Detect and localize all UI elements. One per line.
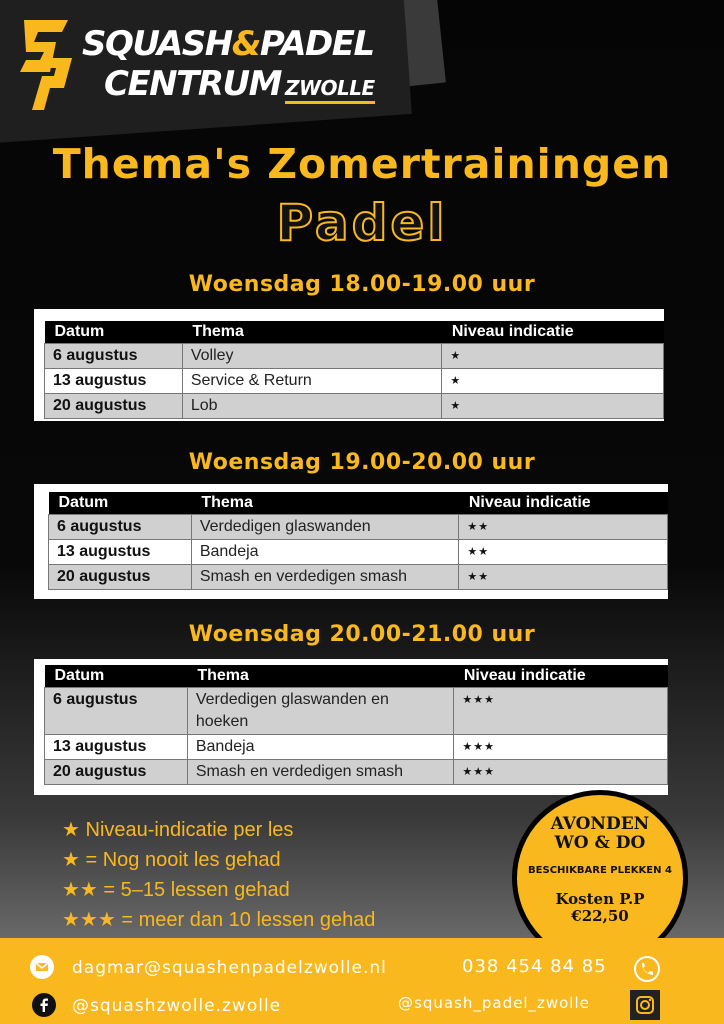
column-header: Datum — [49, 492, 192, 515]
star-icon: ★ — [62, 819, 80, 841]
phone-icon — [634, 956, 660, 982]
session-3-table — [44, 665, 668, 785]
date-cell: 13 augustus — [49, 540, 192, 565]
column-header: Niveau indicatie — [459, 492, 668, 515]
table-row — [49, 540, 668, 565]
level-cell: ★★ — [459, 515, 668, 540]
table-row — [45, 735, 668, 760]
column-header: Niveau indicatie — [454, 665, 668, 688]
badge-cost — [517, 891, 683, 925]
table-row — [45, 760, 668, 785]
session-1-table — [44, 321, 664, 419]
level-cell: ★★★ — [454, 735, 668, 760]
session-2-heading: Woensdag 19.00-20.00 uur — [188, 450, 536, 475]
instagram-icon — [630, 990, 660, 1020]
table-row — [45, 688, 668, 735]
logo-title-line1: SQUASH&PADEL — [82, 24, 374, 64]
logo-title-line2: CENTRUM ZWOLLE — [104, 64, 375, 104]
level-cell: ★★ — [459, 565, 668, 590]
date-cell: 20 augustus — [49, 565, 192, 590]
theme-cell — [187, 688, 454, 735]
brand-logo — [16, 14, 375, 124]
contact-footer — [0, 938, 724, 1024]
mail-icon — [30, 955, 54, 979]
session-2-table — [48, 492, 668, 590]
table-header-row — [45, 321, 664, 344]
legend-item-text: = meer dan 10 lessen gehad — [121, 909, 376, 931]
legend-item-text: = Nog nooit les gehad — [85, 849, 281, 871]
star-icon: ★★★ — [62, 909, 116, 931]
date-cell: 6 augustus — [45, 688, 188, 735]
column-header: Datum — [45, 665, 188, 688]
theme-line: hoeken — [195, 713, 249, 730]
level-legend — [62, 815, 375, 935]
table-row — [49, 565, 668, 590]
date-cell: 20 augustus — [45, 760, 188, 785]
table-row — [45, 369, 664, 394]
table-row — [49, 515, 668, 540]
badge-cost-value: €22,50 — [571, 907, 629, 925]
session-3-heading: Woensdag 20.00-21.00 uur — [188, 622, 536, 647]
table-header-row — [45, 665, 668, 688]
star-icon: ★ — [62, 849, 80, 871]
level-cell: ★ — [442, 394, 664, 419]
level-cell: ★★ — [459, 540, 668, 565]
column-header: Datum — [45, 321, 183, 344]
badge-cost-label: Kosten P.P — [555, 890, 645, 908]
table-row — [45, 344, 664, 369]
date-cell: 20 augustus — [45, 394, 183, 419]
theme-cell: Smash en verdedigen smash — [187, 760, 454, 785]
instagram-handle[interactable]: @squash_padel_zwolle — [398, 994, 590, 1012]
column-header: Thema — [182, 321, 441, 344]
theme-line: Verdedigen glaswanden en — [195, 691, 389, 708]
theme-cell: Bandeja — [191, 540, 459, 565]
theme-cell: Volley — [182, 344, 441, 369]
column-header: Thema — [187, 665, 454, 688]
facebook-handle[interactable]: @squashzwolle.zwolle — [72, 996, 282, 1016]
sp-logo-icon — [16, 14, 76, 114]
badge-line2: WO & DO — [554, 833, 646, 853]
theme-cell: Verdedigen glaswanden — [191, 515, 459, 540]
session-1-heading: Woensdag 18.00-19.00 uur — [188, 272, 536, 297]
phone-number[interactable]: 038 454 84 85 — [462, 956, 607, 977]
theme-cell: Lob — [182, 394, 441, 419]
badge-days — [517, 815, 683, 853]
legend-item — [62, 845, 375, 875]
legend-title-text: Niveau-indicatie per les — [85, 819, 294, 841]
date-cell: 6 augustus — [45, 344, 183, 369]
session-3-table-card — [34, 659, 668, 795]
session-1-table-card — [34, 309, 664, 421]
badge-line1: AVONDEN — [550, 814, 650, 834]
legend-item — [62, 905, 375, 935]
level-cell: ★ — [442, 369, 664, 394]
level-cell: ★★★ — [454, 760, 668, 785]
level-cell: ★★★ — [454, 688, 668, 735]
star-icon: ★★ — [62, 879, 98, 901]
column-header: Thema — [191, 492, 459, 515]
date-cell: 13 augustus — [45, 735, 188, 760]
legend-item — [62, 875, 375, 905]
theme-cell: Service & Return — [182, 369, 441, 394]
badge-spots: BESCHIKBARE PLEKKEN 4 — [528, 865, 672, 876]
table-row — [45, 394, 664, 419]
theme-cell: Smash en verdedigen smash — [191, 565, 459, 590]
session-2-table-card — [34, 484, 668, 599]
column-header: Niveau indicatie — [442, 321, 664, 344]
legend-item-text: = 5–15 lessen gehad — [103, 879, 290, 901]
level-cell: ★ — [442, 344, 664, 369]
date-cell: 13 augustus — [45, 369, 183, 394]
page-subtitle: Padel — [276, 194, 448, 252]
facebook-icon — [32, 993, 56, 1017]
table-header-row — [49, 492, 668, 515]
date-cell: 6 augustus — [49, 515, 192, 540]
theme-cell: Bandeja — [187, 735, 454, 760]
page-title: Thema's Zomertrainingen — [52, 140, 672, 188]
email-link[interactable]: dagmar@squashenpadelzwolle.nl — [72, 958, 387, 978]
legend-title — [62, 815, 375, 845]
